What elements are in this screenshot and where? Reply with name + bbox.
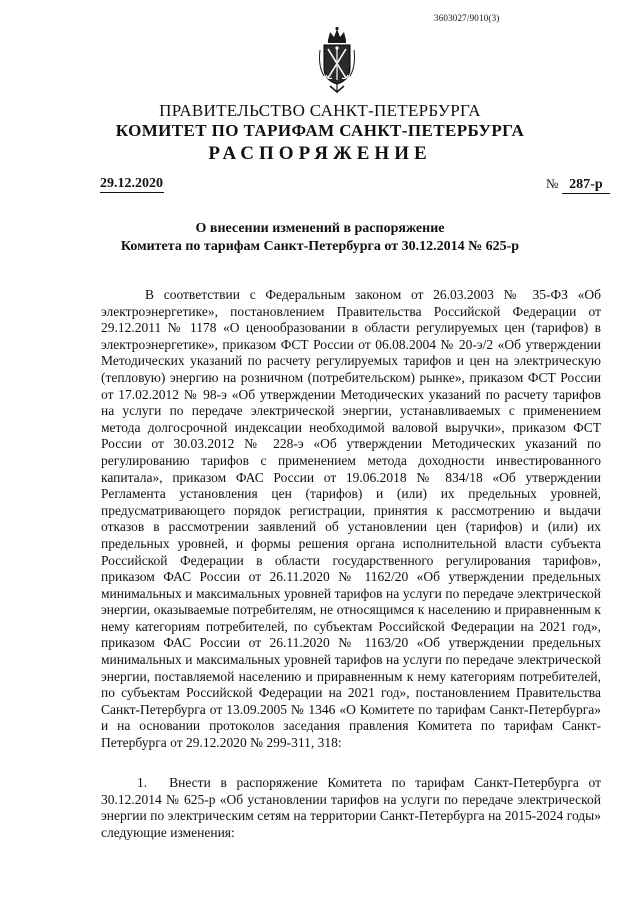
- document-date: 29.12.2020: [100, 176, 163, 191]
- document-number: [546, 176, 610, 194]
- number-value: 287-р: [562, 177, 610, 194]
- subject-line-2: Комитета по тарифам Санкт-Петербурга от 30.12.2014 № 625-р: [120, 239, 520, 254]
- number-sign: №: [546, 176, 559, 191]
- document-subject: [0, 220, 640, 256]
- item-1-text: Внести в распоряжение Комитета по тарифам Санкт-Петербурга от 30.12.2014 № 625-р «Об установлении тарифов на услуги по передаче электрической энергии по электрическим сетям на территории Санкт-Петербурга на 2015-2024 годы» следующие изменения:: [101, 775, 601, 840]
- committee-title: КОМИТЕТ ПО ТАРИФАМ САНКТ-ПЕТЕРБУРГА: [115, 121, 525, 140]
- document-code: 3603027/9010(3): [434, 13, 500, 23]
- item-1-paragraph: [101, 775, 601, 841]
- document-type: РАСПОРЯЖЕНИЕ: [208, 143, 432, 164]
- item-1-number: 1.: [137, 775, 148, 790]
- government-title: ПРАВИТЕЛЬСТВО САНКТ-ПЕТЕРБУРГА: [159, 101, 481, 120]
- preamble-paragraph: В соответствии с Федеральным законом от 26.03.2003 № 35-ФЗ «Об электроэнергетике», постановлением Правительства Российской Федерации от 29.12.2011 № 1178 «О ценообразовании в области регулируемых цен (тарифов) в электроэнергетике», приказом ФСТ России от 06.08.2004 № 20-э/2 «Об утверждении Методических указаний по расчету регулируемых тарифов и цен на электрическую (тепловую) энергию на розничном (потребительском) рынке», приказом ФСТ России от 17.02.2012 № 98-э «Об утверждении Методических указаний по расчету тарифов на услуги по передаче электрической энергии, устанавливаемых с применением метода долгосрочной индексации необходимой валовой выручки», приказом ФСТ России от 30.03.2012 № 228-э «Об утверждении Методических указаний по регулированию тарифов с применением метода доходности инвестированного капитала», приказом ФАС России от 19.06.2018 № 834/18 «Об утверждении Регламента установления цен (тарифов) и (или) их предельных уровней, предусматривающего порядок регистрации, принятия к рассмотрению и выдачи отказов в рассмотрении заявлений об установлении цен (тарифов) и (или) их предельных уровней, и формы решения органа исполнительной власти субъекта Российской Федерации в области государственного регулирования тарифов», приказом ФАС России от 26.11.2020 № 1162/20 «Об утверждении предельных минимальных и максимальных уровней тарифов на услуги по передаче электрической энергии, оказываемые потребителям, не относящимся к населению и приравненным к нему категориям потребителей, по субъектам Российской Федерации на 2021 год», приказом ФАС России от 26.11.2020 № 1163/20 «Об утверждении предельных минимальных и максимальных уровней тарифов на услуги по передаче электрической энергии, поставляемой населению и приравненным к нему категориям потребителей, по субъектам Российской Федерации на 2021 год», постановлением Правительства Санкт-Петербурга от 13.09.2005 № 1346 «О Комитете по тарифам Санкт-Петербурга» и на основании протоколов заседания правления Комитета по тарифам Санкт-Петербурга от 29.12.2020 № 299-311, 318:: [101, 287, 601, 751]
- subject-line-1: О внесении изменений в распоряжение: [195, 221, 445, 236]
- spb-coat-of-arms-icon: [316, 26, 358, 94]
